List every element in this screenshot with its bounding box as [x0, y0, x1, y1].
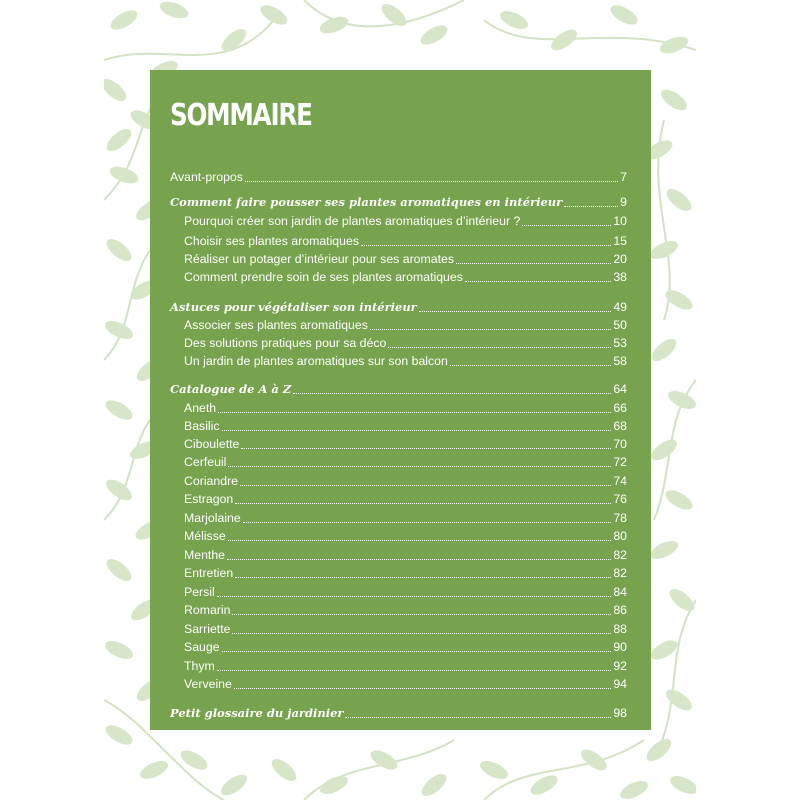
toc-page-number: 80 — [613, 529, 627, 543]
dot-leader — [228, 540, 612, 541]
toc-page-number: 88 — [613, 622, 627, 636]
leaf-shape — [663, 486, 696, 513]
toc-label: Cerfeuil — [184, 455, 227, 469]
leaf-shape — [643, 735, 675, 765]
dot-leader — [564, 206, 618, 207]
dot-leader — [222, 430, 612, 431]
dot-leader — [419, 311, 612, 312]
dot-leader — [345, 717, 611, 718]
toc-entry — [184, 674, 627, 692]
leaf-shape — [104, 125, 135, 155]
toc-label: Petit glossaire du jardinier — [170, 706, 344, 720]
toc-entry — [184, 508, 627, 526]
toc-label: Persil — [184, 585, 215, 599]
dot-leader — [465, 281, 611, 282]
toc-label: Basilic — [184, 419, 220, 433]
leaf-shape — [258, 1, 291, 28]
leaf-shape — [104, 721, 135, 748]
toc-label: Associer ses plantes aromatiques — [184, 318, 368, 332]
toc-section — [170, 379, 627, 397]
dot-leader — [234, 688, 611, 689]
toc-page-number: 78 — [613, 511, 627, 525]
toc-label: Sauge — [184, 640, 220, 654]
leaf-shape — [663, 185, 695, 215]
leaf-shape — [418, 21, 451, 48]
toc-page-number: 82 — [613, 566, 627, 580]
leaf-shape — [218, 771, 251, 800]
leaf-shape — [648, 335, 680, 365]
toc-entry — [184, 545, 627, 563]
toc-section — [170, 167, 627, 185]
toc-entry — [184, 582, 627, 600]
toc-label: Astuces pour végétaliser son intérieur — [170, 300, 417, 314]
dot-leader — [243, 522, 612, 523]
leaf-shape — [104, 637, 136, 662]
dot-leader — [227, 559, 611, 560]
leaf-shape — [158, 0, 191, 22]
dot-leader — [370, 329, 611, 330]
toc-page-number: 50 — [613, 318, 627, 332]
toc-label: Coriandre — [184, 474, 238, 488]
leaf-shape — [108, 6, 141, 33]
toc-page-number: 53 — [613, 336, 627, 350]
dot-leader — [241, 448, 611, 449]
toc-page-number: 72 — [613, 455, 627, 469]
toc-entry — [184, 211, 627, 229]
dot-leader — [228, 466, 611, 467]
toc-page-number: 49 — [613, 300, 627, 314]
toc-label: Verveine — [184, 677, 232, 691]
toc-label: Choisir ses plantes aromatiques — [184, 234, 359, 248]
leaf-shape — [178, 746, 211, 773]
toc-page-number: 82 — [613, 548, 627, 562]
leaf-shape — [648, 436, 681, 465]
leaf-shape — [108, 163, 141, 186]
leaf-shape — [666, 585, 696, 615]
toc-entry — [184, 600, 627, 618]
toc-page-number: 84 — [613, 585, 627, 599]
toc-label: Menthe — [184, 548, 226, 562]
toc-page-number: 66 — [613, 401, 627, 415]
toc-section — [170, 297, 627, 315]
dot-leader — [232, 614, 611, 615]
leaf-shape — [647, 537, 680, 562]
leaf-shape — [104, 555, 135, 585]
toc-page-number: 94 — [613, 677, 627, 691]
toc-page-number: 68 — [613, 419, 627, 433]
toc-label: Sarriette — [184, 622, 231, 636]
leaf-shape — [608, 1, 641, 28]
dot-leader — [240, 485, 611, 486]
toc-page-number: 10 — [613, 214, 627, 228]
toc-entry — [184, 267, 627, 285]
toc-entry — [184, 249, 627, 267]
toc-entry — [184, 333, 627, 351]
toc-label: Comment prendre soin de ses plantes aromatiques — [184, 270, 463, 284]
toc-label: Des solutions pratiques pour sa déco — [184, 336, 387, 350]
dot-leader — [522, 225, 611, 226]
toc-label: Aneth — [184, 401, 217, 415]
toc-label: Avant-propos — [170, 170, 243, 184]
toc-entry — [184, 526, 627, 544]
toc-entry — [184, 452, 627, 470]
toc-page-number: 38 — [613, 270, 627, 284]
toc-label: Entretien — [184, 566, 234, 580]
toc-page-number: 7 — [620, 170, 627, 184]
toc-page-number: 86 — [613, 603, 627, 617]
toc-entry — [184, 563, 627, 581]
toc-entry — [184, 416, 627, 434]
toc-label: Réaliser un potager d’intérieur pour ses aromates — [184, 252, 454, 266]
toc-section — [170, 192, 627, 210]
leaf-shape — [658, 33, 691, 56]
toc-entry — [184, 434, 627, 452]
toc-page-number: 15 — [613, 234, 627, 248]
dot-leader — [293, 393, 611, 394]
toc-page-number: 92 — [613, 659, 627, 673]
leaf-shape — [647, 237, 680, 262]
toc-entry — [184, 398, 627, 416]
toc-label: Estragon — [184, 492, 234, 506]
toc-entry — [184, 471, 627, 489]
dot-leader — [235, 503, 611, 504]
toc-label: Thym — [184, 659, 215, 673]
dot-leader — [388, 347, 611, 348]
dot-leader — [450, 365, 611, 366]
dot-leader — [217, 670, 612, 671]
leaf-shape — [617, 777, 650, 800]
toc-label: Ciboulette — [184, 437, 240, 451]
dot-leader — [232, 633, 611, 634]
toc-page-number: 74 — [613, 474, 627, 488]
toc-entry — [184, 315, 627, 333]
toc-label: Romarin — [184, 603, 231, 617]
leaf-shape — [477, 757, 510, 782]
leaf-shape — [218, 25, 250, 55]
toc-page-number: 76 — [613, 492, 627, 506]
toc-label: Catalogue de A à Z — [170, 382, 292, 396]
toc-page-number: 58 — [613, 354, 627, 368]
toc-entry — [184, 351, 627, 369]
dot-leader — [222, 651, 612, 652]
leaf-shape — [104, 396, 135, 423]
page-title: SOMMAIRE — [170, 98, 312, 133]
toc-label: Pourquoi créer son jardin de plantes aromatiques d’intérieur ? — [184, 214, 521, 228]
leaf-shape — [663, 686, 696, 715]
toc-entry — [184, 619, 627, 637]
toc-page-number: 70 — [613, 437, 627, 451]
toc-entry — [184, 231, 627, 249]
leaf-shape — [368, 746, 401, 773]
toc-label: Un jardin de plantes aromatiques sur son balcon — [184, 354, 448, 368]
leaf-shape — [317, 772, 350, 797]
dot-leader — [217, 596, 612, 597]
toc-label: Comment faire pousser ses plantes aromatiques en intérieur — [170, 195, 563, 209]
leaf-shape — [418, 770, 450, 800]
leaf-shape — [318, 13, 351, 36]
leaf-shape — [497, 7, 530, 32]
toc-page-number: 64 — [613, 382, 627, 396]
toc-page-number: 20 — [613, 252, 627, 266]
leaf-shape — [104, 235, 135, 265]
dot-leader — [361, 245, 611, 246]
toc-page-number: 98 — [613, 706, 627, 720]
dot-leader — [456, 263, 611, 264]
dot-leader — [245, 181, 618, 182]
dot-leader — [235, 577, 611, 578]
leaf-shape — [658, 86, 691, 115]
toc-page-number: 90 — [613, 640, 627, 654]
leaf-shape — [667, 772, 696, 797]
toc-label: Marjolaine — [184, 511, 241, 525]
toc-page-number: 9 — [620, 195, 627, 209]
toc-entry — [184, 489, 627, 507]
leaf-shape — [578, 746, 611, 775]
dot-leader — [218, 412, 611, 413]
toc-entry — [184, 637, 627, 655]
leaf-shape — [268, 755, 300, 785]
leaf-shape — [137, 757, 170, 782]
toc-entry — [184, 656, 627, 674]
leaf-shape — [104, 75, 130, 105]
toc-section — [170, 703, 627, 721]
toc-label: Mélisse — [184, 529, 226, 543]
